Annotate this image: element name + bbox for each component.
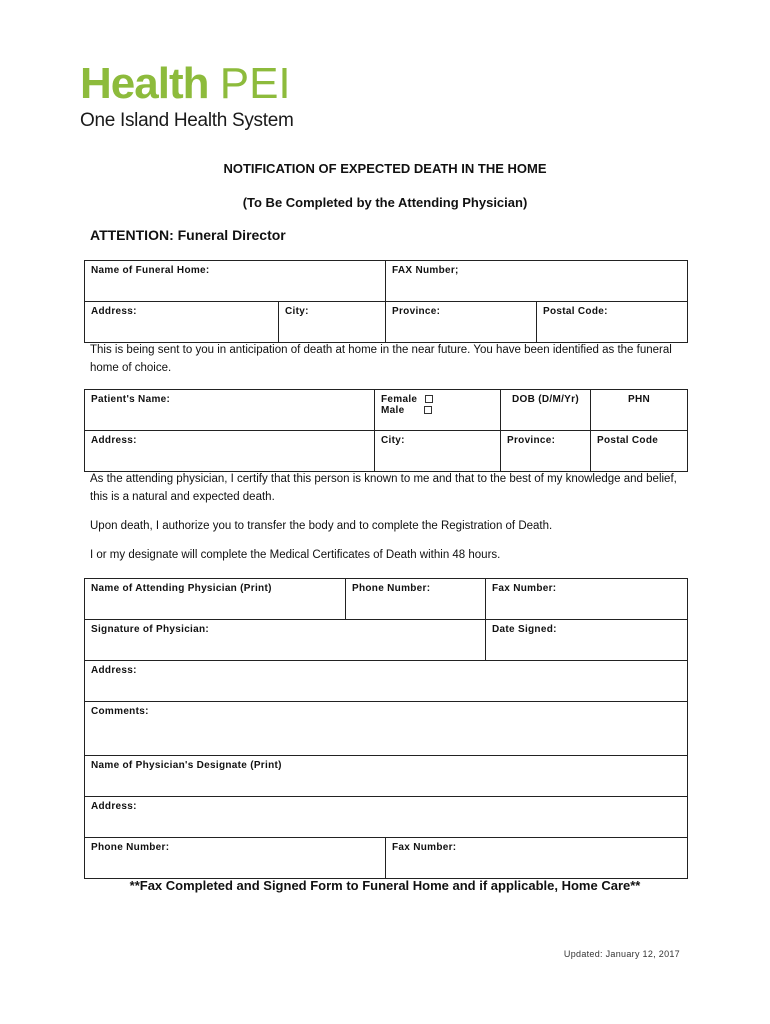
comments-field[interactable] [85, 702, 688, 756]
patient-province-field[interactable] [501, 431, 591, 472]
designate-name-label: Name of Physician's Designate (Print) [91, 760, 282, 771]
designate-fax-label: Fax Number: [392, 842, 457, 853]
male-option[interactable] [381, 405, 494, 416]
designate-phone-field[interactable] [85, 838, 386, 879]
patient-table [84, 389, 688, 472]
patient-dob-field[interactable] [501, 390, 591, 431]
female-label: Female [381, 394, 418, 405]
male-label: Male [381, 405, 405, 416]
female-checkbox[interactable] [425, 395, 433, 403]
physician-address-label: Address: [91, 665, 137, 676]
attention-heading: ATTENTION: Funeral Director [90, 227, 286, 243]
comments-label: Comments: [91, 706, 149, 717]
funeral-home-province-label: Province: [392, 306, 441, 317]
funeral-home-table [84, 260, 688, 343]
fax-instruction-note: **Fax Completed and Signed Form to Funeral Home and if applicable, Home Care** [129, 878, 641, 893]
patient-sex-field [375, 390, 501, 431]
form-title: NOTIFICATION OF EXPECTED DEATH IN THE HOME [223, 161, 547, 176]
funeral-home-name-label: Name of Funeral Home: [91, 265, 210, 276]
logo-word-health: Health [80, 59, 209, 108]
patient-postal-field[interactable] [591, 431, 688, 472]
patient-province-label: Province: [507, 435, 556, 446]
updated-date: Updated: January 12, 2017 [563, 949, 680, 959]
patient-postal-label: Postal Code [597, 435, 659, 446]
logo-wordmark [80, 59, 320, 108]
anticipation-paragraph: This is being sent to you in anticipation of death at home in the near future. You have been identified as the funeral home of choice. [90, 344, 672, 374]
funeral-home-address-label: Address: [91, 306, 137, 317]
physician-signature-label: Signature of Physician: [91, 624, 210, 635]
funeral-home-name-field[interactable] [85, 261, 386, 302]
authorization-paragraph: Upon death, I authorize you to transfer the body and to complete the Registration of Death. [90, 520, 553, 532]
funeral-home-postal-label: Postal Code: [543, 306, 608, 317]
female-option[interactable] [381, 394, 494, 405]
patient-city-label: City: [381, 435, 405, 446]
designate-address-field[interactable] [85, 797, 688, 838]
patient-address-field[interactable] [85, 431, 375, 472]
physician-phone-field[interactable] [346, 579, 486, 620]
funeral-home-province-field[interactable] [386, 302, 537, 343]
health-pei-logo [80, 59, 320, 132]
logo-tagline: One Island Health System [80, 110, 294, 131]
certification-paragraph: As the attending physician, I certify that this person is known to me and that to the best of my knowledge and belief, this is a natural and expected death. [90, 473, 677, 503]
patient-address-label: Address: [91, 435, 137, 446]
patient-phn-field[interactable] [591, 390, 688, 431]
designate-name-field[interactable] [85, 756, 688, 797]
funeral-home-fax-label: FAX Number; [392, 265, 459, 276]
physician-fax-field[interactable] [486, 579, 688, 620]
medical-certificates-paragraph: I or my designate will complete the Medical Certificates of Death within 48 hours. [90, 549, 501, 561]
physician-address-field[interactable] [85, 661, 688, 702]
date-signed-field[interactable] [486, 620, 688, 661]
funeral-home-city-label: City: [285, 306, 309, 317]
patient-dob-label: DOB (D/M/Yr) [512, 394, 579, 405]
funeral-home-postal-field[interactable] [537, 302, 688, 343]
patient-name-label: Patient's Name: [91, 394, 171, 405]
physician-phone-label: Phone Number: [352, 583, 431, 594]
funeral-home-address-field[interactable] [85, 302, 279, 343]
form-subtitle: (To Be Completed by the Attending Physician) [242, 195, 528, 210]
physician-fax-label: Fax Number: [492, 583, 557, 594]
patient-city-field[interactable] [375, 431, 501, 472]
designate-fax-field[interactable] [386, 838, 688, 879]
physician-name-field[interactable] [85, 579, 346, 620]
date-signed-label: Date Signed: [492, 624, 557, 635]
physician-name-label: Name of Attending Physician (Print) [91, 583, 272, 594]
physician-signature-field[interactable] [85, 620, 486, 661]
patient-name-field[interactable] [85, 390, 375, 431]
physician-table [84, 578, 688, 879]
funeral-home-fax-field[interactable] [386, 261, 688, 302]
male-checkbox[interactable] [424, 406, 432, 414]
designate-address-label: Address: [91, 801, 137, 812]
funeral-home-city-field[interactable] [279, 302, 386, 343]
designate-phone-label: Phone Number: [91, 842, 170, 853]
logo-word-pei: PEI [219, 59, 291, 108]
patient-phn-label: PHN [627, 394, 650, 405]
